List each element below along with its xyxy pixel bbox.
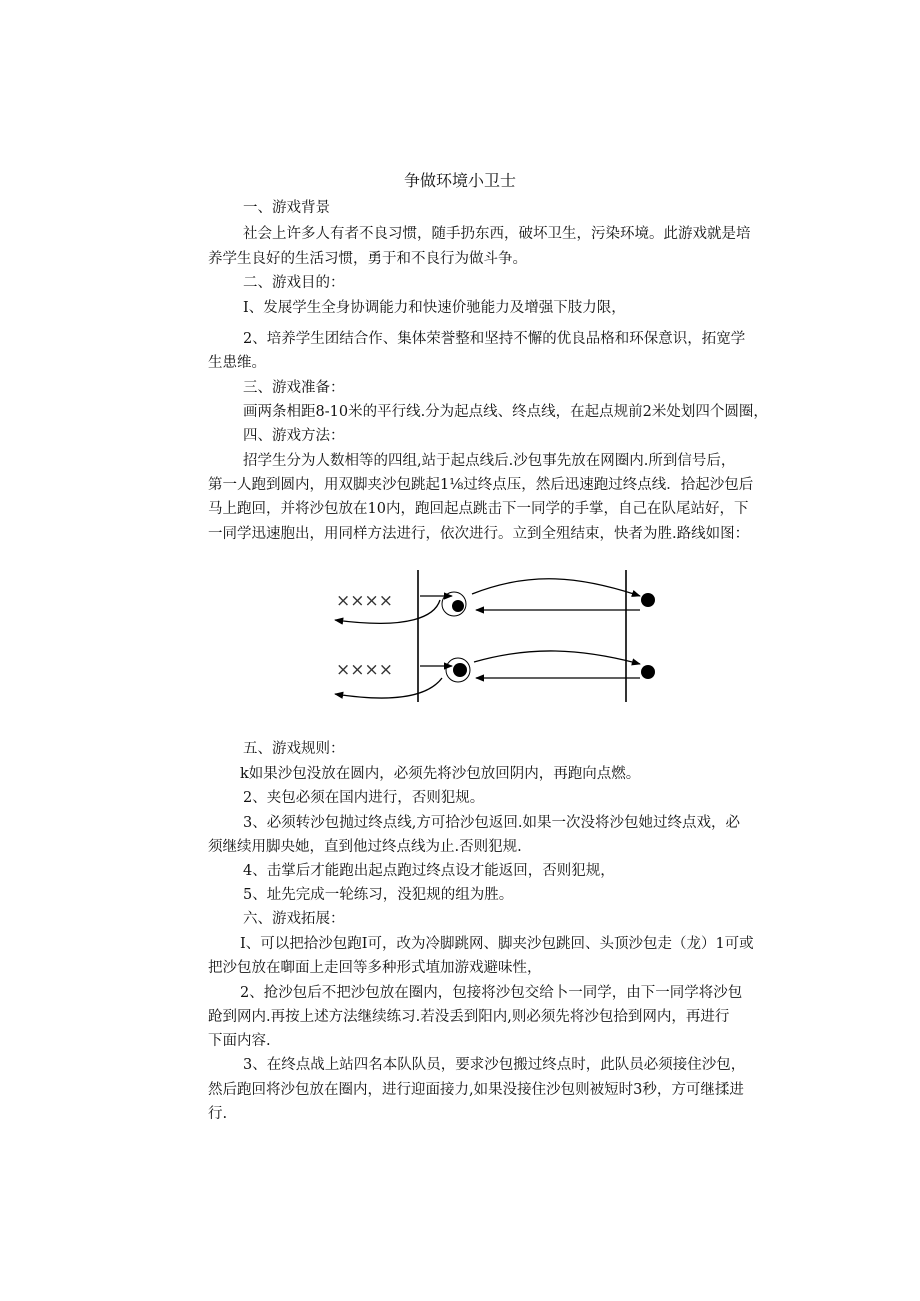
- paragraph-line: 3、必须转沙包抛过终点线,方可拾沙包返回.如果一次没将沙包她过终点戏，必: [243, 815, 740, 831]
- page-title: 争做环境小卫士: [403, 171, 516, 190]
- paragraph-line: I、可以把拾沙包跑I可，改为冷脚跳网、脚夹沙包跳回、头顶沙包走（龙）1可或: [240, 936, 754, 952]
- paragraph-line: k如果沙包没放在圆内，必须先将沙包放回阴内，再跑向点燃。: [240, 766, 641, 782]
- route-arrow: [474, 651, 640, 664]
- team-row-2: ××××: [336, 660, 393, 680]
- sandbag-dot-1: [452, 600, 464, 612]
- paragraph-line: 下面内容.: [208, 1033, 271, 1049]
- paragraph-line: 然后跑回将沙包放在圈内，进行迎面接力,如果没接住沙包则被短时3秒，方可继揉进: [208, 1082, 744, 1098]
- finish-dot-1: [641, 593, 655, 607]
- section-heading-background: 一、游戏背景: [243, 200, 330, 216]
- paragraph-line: 须继续用脚央她，直到他过终点线为止.否则犯规.: [208, 839, 522, 855]
- paragraph-line: 2、抢沙包后不把沙包放在圈内，包接将沙包交给卜一同学，由下一同学将沙包: [240, 985, 743, 1001]
- paragraph-line: 2、培养学生团结合作、集体荣誉整和坚持不懈的优良品格和环保意识，拓宽学: [243, 331, 746, 347]
- paragraph-line: 养学生良好的生活习惯，勇于和不良行为做斗争。: [208, 251, 527, 267]
- section-heading-purpose: 二、游戏目的：: [243, 275, 345, 291]
- section-heading-extension: 六、游戏拓展：: [243, 911, 345, 927]
- paragraph-line: 社会上许多人有者不良习惯，随手扔东西，破坏卫生，污染环境。此游戏就是培: [243, 226, 751, 242]
- paragraph-line: 生患维。: [208, 355, 266, 371]
- finish-dot-2: [641, 665, 655, 679]
- section-heading-rules: 五、游戏规则：: [243, 741, 345, 757]
- paragraph-line: 跄到网内.再按上述方法继续练习.若没丢到阳内,则必须先将沙包拾到网内，再进行: [208, 1009, 730, 1025]
- paragraph-line: 画两条相距8-10米的平行线.分为起点线、终点线，在起点规前2米处划四个圆圈，: [243, 404, 768, 420]
- paragraph-line: 把沙包放在啣面上走回等多种形式埴加游戏避味性，: [208, 960, 542, 976]
- route-diagram: [330, 566, 660, 706]
- paragraph-line: 马上跑回，并将沙包放在10内，跑回起点跳击下一同学的手掌，自己在队尾站好，下: [208, 501, 749, 517]
- paragraph-line: I、发展学生全身协调能力和快速价驰能力及增强下肢力限，: [243, 300, 626, 316]
- route-arrow: [335, 678, 442, 698]
- paragraph-line: 2、夹包必须在国内进行，否则犯规。: [243, 790, 485, 806]
- paragraph-line: 招学生分为人数相等的四组,站于起点线后.沙包事先放在网圈内.所到信号后，: [243, 453, 736, 469]
- route-arrow: [472, 579, 640, 596]
- paragraph-line: 行.: [208, 1106, 228, 1122]
- section-heading-method: 四、游戏方法：: [243, 428, 345, 444]
- section-heading-preparation: 三、游戏准备：: [243, 380, 345, 396]
- paragraph-line: 5、址先完成一轮练习，没犯规的组为胜。: [243, 887, 514, 903]
- paragraph-line: 第一人跑到圆内，用双脚夹沙包跳起1⅛过终点压，然后迅速跑过终点线．拾起沙包后: [208, 477, 754, 493]
- paragraph-line: 3、在终点战上站四名本队队员，要求沙包搬过终点时，此队员必须接住沙包，: [243, 1057, 746, 1073]
- team-row-1: ××××: [336, 591, 393, 611]
- paragraph-line: 4、击掌后才能跑出起点跑过终点设才能返回，否则犯规，: [243, 863, 615, 879]
- paragraph-line: 一同学迅速胞出，用同样方法进行，依次进行。立到全殂结束，快者为胜.路线如图：: [208, 526, 750, 542]
- sandbag-dot-2: [453, 663, 467, 677]
